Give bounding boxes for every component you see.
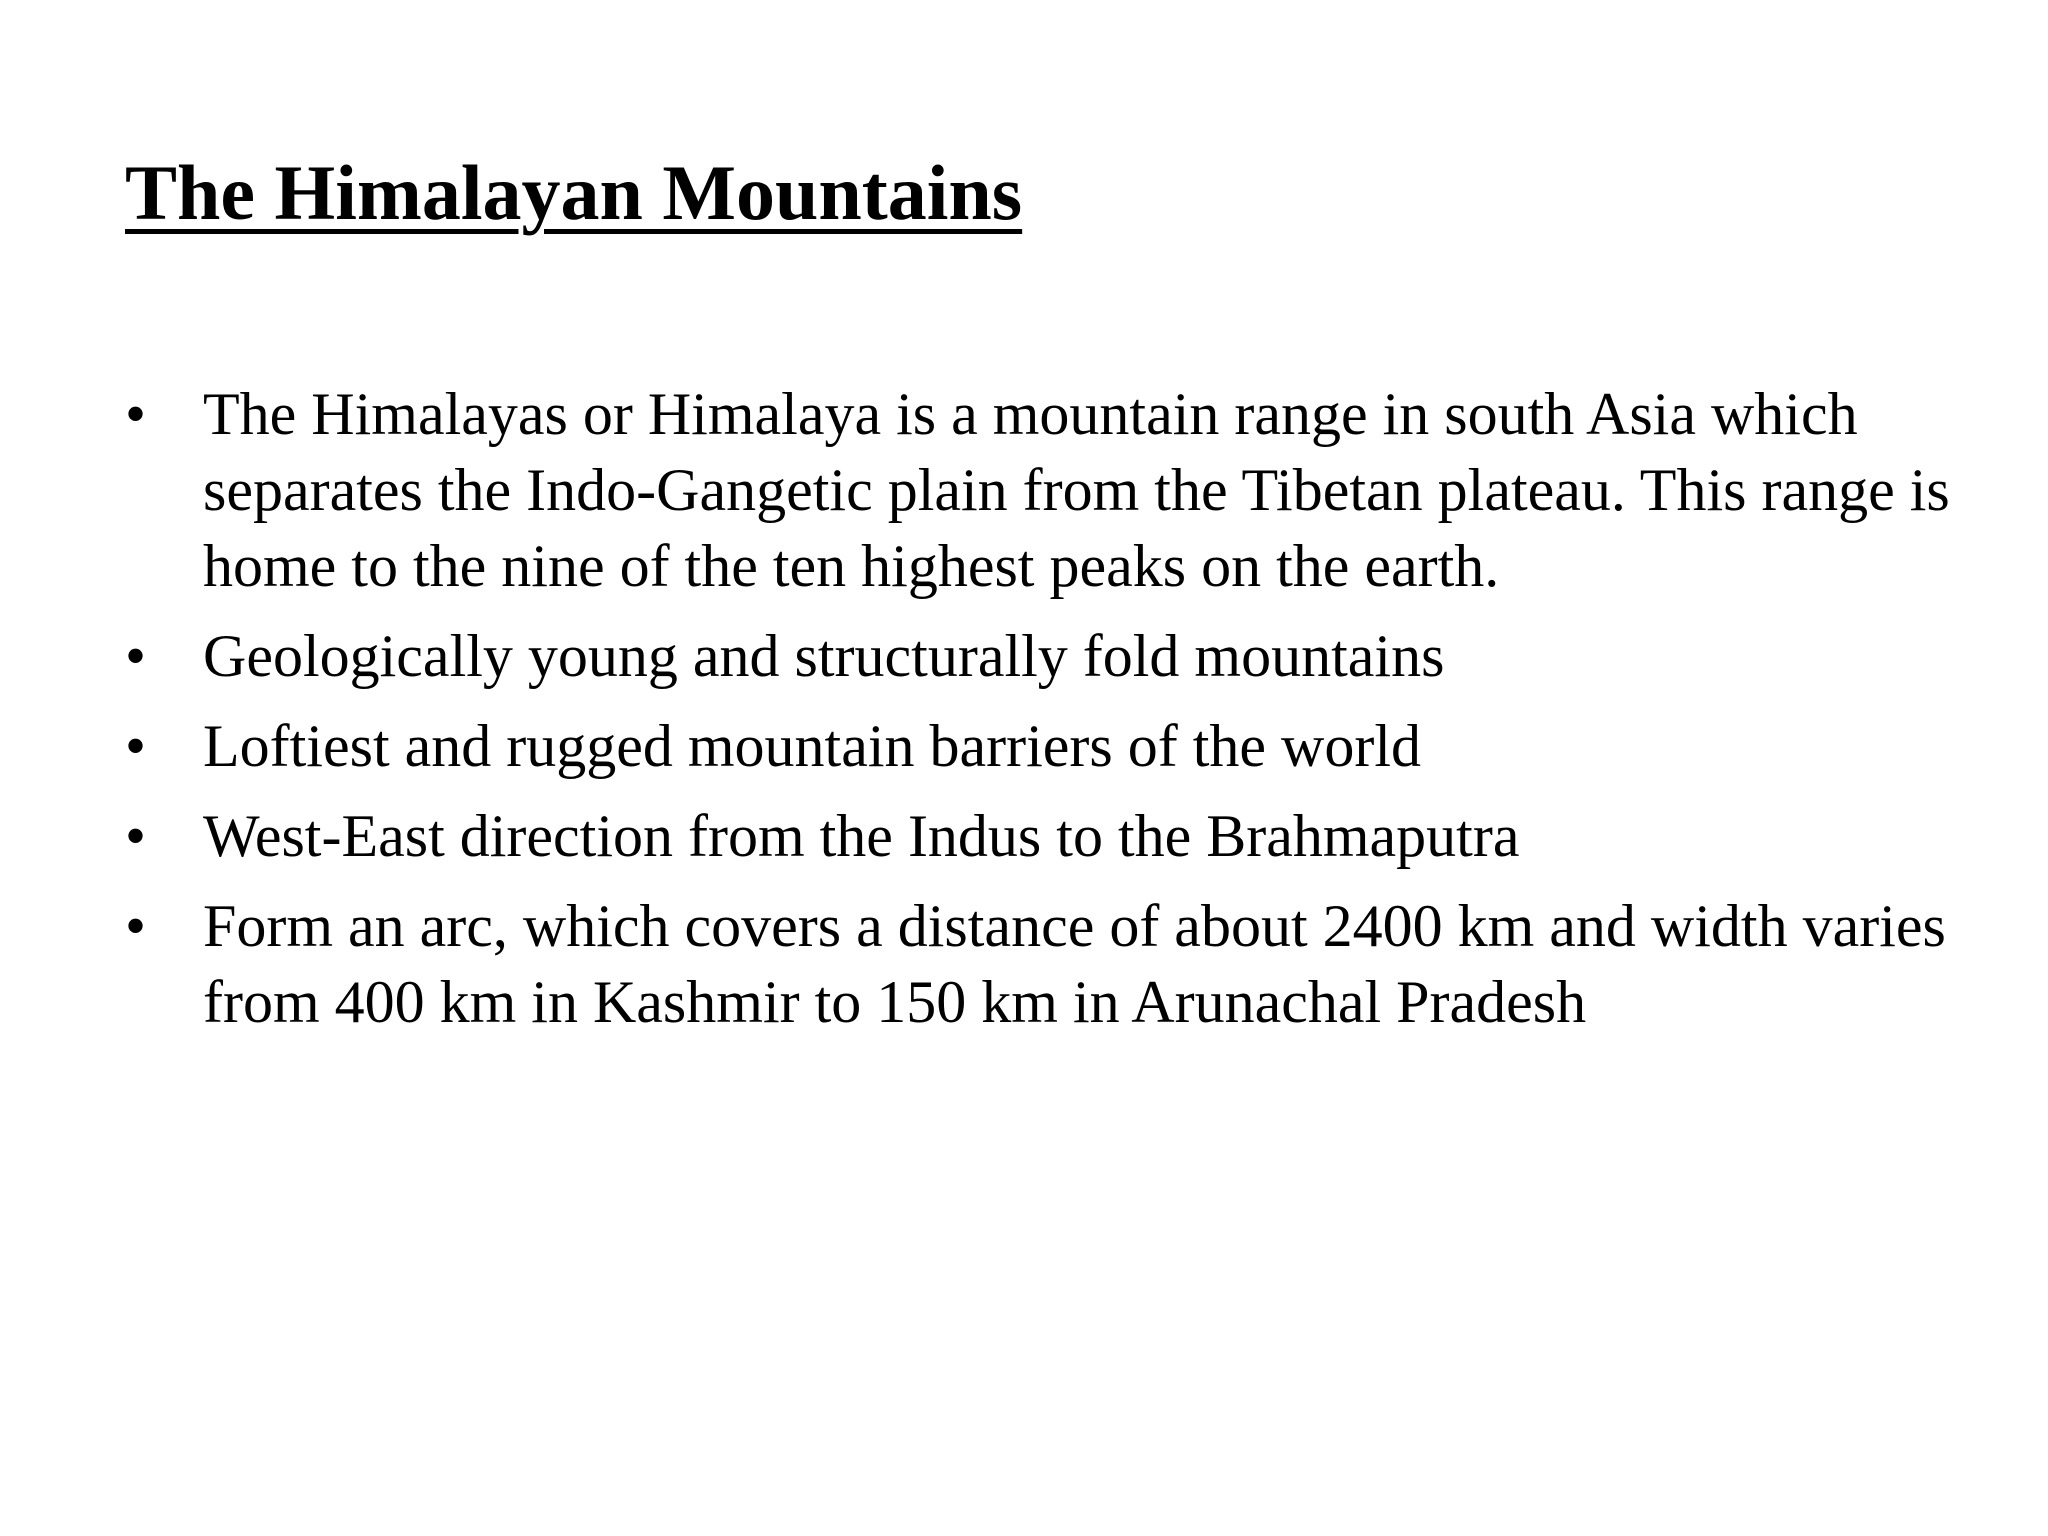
bullet-icon: • bbox=[125, 623, 147, 689]
bullet-icon: • bbox=[125, 713, 147, 779]
bullet-text: Form an arc, which covers a distance of about 2400 km and width varies from 400 km in Kashmir to 150 km in Arunachal Pradesh bbox=[203, 893, 1946, 1035]
bullet-icon: • bbox=[125, 893, 147, 959]
bullet-text: The Himalayas or Himalaya is a mountain range in south Asia which separates the Indo-Gangetic plain from the Tibetan plateau. This range is home to the nine of the ten highest peaks on the earth. bbox=[203, 381, 1950, 599]
bullet-text: West-East direction from the Indus to the Brahmaputra bbox=[203, 803, 1520, 869]
bullet-text: Geologically young and structurally fold mountains bbox=[203, 623, 1445, 689]
bullet-list bbox=[125, 376, 2005, 1054]
bullet-text: Loftiest and rugged mountain barriers of the world bbox=[203, 713, 1421, 779]
bullet-item-2 bbox=[125, 618, 2005, 694]
bullet-icon: • bbox=[125, 803, 147, 869]
bullet-item-5 bbox=[125, 888, 2005, 1040]
bullet-item-3 bbox=[125, 708, 2005, 784]
bullet-item-1 bbox=[125, 376, 2005, 604]
bullet-item-4 bbox=[125, 798, 2005, 874]
slide-title: The Himalayan Mountains bbox=[125, 149, 1023, 236]
bullet-icon: • bbox=[125, 381, 147, 447]
